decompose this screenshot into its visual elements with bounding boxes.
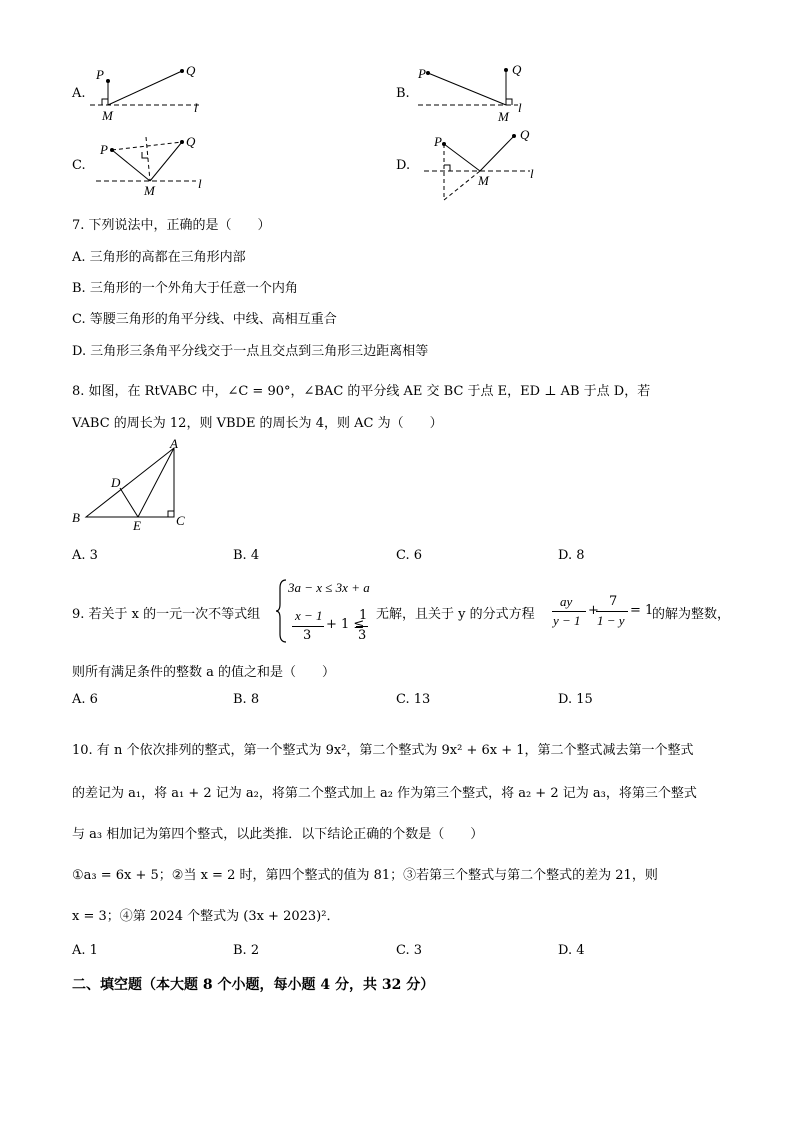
- q9-option-c: C. 13: [396, 692, 431, 707]
- q10-option-d: D. 4: [558, 943, 585, 958]
- fig-a-m: M: [102, 108, 113, 123]
- fig-c-m: M: [144, 183, 155, 198]
- q7-option-d: D. 三角形三条角平分线交于一点且交点到三角形三边距离相等: [72, 344, 429, 359]
- q8-option-a: A. 3: [72, 548, 98, 563]
- q9-f2-num: 7: [609, 594, 618, 609]
- fig-c-p: P: [100, 142, 108, 157]
- q9-eq: = 1: [630, 603, 654, 618]
- q9-brace: [276, 578, 288, 644]
- q10-line1: 10. 有 n 个依次排列的整式，第一个整式为 9x²，第二个整式为 9x² + 6x + 1，第二个整式减去第一个整式: [72, 743, 694, 758]
- q9-f1-bar: [552, 611, 586, 612]
- q6-figure-c: [90, 132, 220, 198]
- q6-figure-a: [90, 62, 220, 124]
- q9-option-b: B. 8: [233, 692, 260, 707]
- section-2-heading: 二、填空题（本大题 8 个小题，每小题 4 分，共 32 分）: [72, 977, 435, 993]
- q9-ineq2-rden: 3: [358, 628, 367, 643]
- fig-c-q: Q: [186, 134, 196, 149]
- fig-d-l: l: [530, 166, 534, 181]
- q8-option-b: B. 4: [233, 548, 260, 563]
- q10-line5: x = 3；④第 2024 个整式为 (3x + 2023)²．: [72, 909, 340, 924]
- q9-f1-num: ay: [560, 594, 573, 609]
- q9-ineq2-bar: [292, 626, 324, 627]
- q9-option-d: D. 15: [558, 692, 593, 707]
- q7-stem: 7. 下列说法中，正确的是（ ）: [72, 218, 271, 233]
- q7-option-c: C. 等腰三角形的角平分线、中线、高相互重合: [72, 312, 337, 327]
- q9-ineq2-den: 3: [303, 628, 312, 643]
- q8-option-d: D. 8: [558, 548, 585, 563]
- q9-f1-den: y − 1: [553, 613, 581, 628]
- fig-b-p: P: [418, 66, 426, 81]
- q9-option-a: A. 6: [72, 692, 98, 707]
- fig-d-m: M: [478, 173, 489, 188]
- q6-figure-b: [414, 60, 544, 124]
- q8-fig-c: C: [176, 513, 185, 528]
- q9-f2-den: 1 − y: [597, 613, 625, 628]
- q8-triangle-figure: [68, 436, 198, 536]
- fig-c-l: l: [198, 176, 202, 191]
- q9-line2: 则所有满足条件的整数 a 的值之和是（ ）: [72, 665, 336, 680]
- fig-a-q: Q: [186, 63, 196, 78]
- fig-d-p: P: [434, 134, 442, 149]
- fig-a-p: P: [96, 67, 104, 82]
- q10-option-c: C. 3: [396, 943, 423, 958]
- q10-line3: 与 a₃ 相加记为第四个整式，以此类推．以下结论正确的个数是（ ）: [72, 827, 484, 842]
- q9-suffix: 的解为整数，: [652, 607, 731, 622]
- q8-fig-e: E: [133, 518, 141, 533]
- q10-line4: ①a₃ = 6x + 5；②当 x = 2 时，第四个整式的值为 81；③若第三个整式与第二个整式的差为 21，则: [72, 868, 658, 883]
- q8-option-c: C. 6: [396, 548, 423, 563]
- fig-b-q: Q: [512, 62, 522, 77]
- q6-figure-d: [414, 126, 544, 206]
- q9-prefix: 9. 若关于 x 的一元一次不等式组: [72, 607, 261, 622]
- q10-line2: 的差记为 a₁，将 a₁ + 2 记为 a₂，将第二个整式加上 a₂ 作为第三个整式，将 a₂ + 2 记为 a₃，将第三个整式: [72, 786, 697, 801]
- q9-ineq2-num: x − 1: [295, 608, 323, 623]
- fig-a-l: l: [194, 100, 198, 115]
- q9-mid-text: 无解，且关于 y 的分式方程: [376, 607, 535, 622]
- q8-fig-b: B: [72, 510, 80, 525]
- q6-option-a-label: A.: [72, 86, 86, 101]
- q7-option-b: B. 三角形的一个外角大于任意一个内角: [72, 281, 298, 296]
- fig-d-q: Q: [520, 127, 530, 142]
- q8-stem-line2: VABC 的周长为 12，则 VBDE 的周长为 4，则 AC 为（ ）: [72, 416, 443, 431]
- q8-fig-d: D: [111, 475, 121, 490]
- q10-option-a: A. 1: [72, 943, 98, 958]
- q6-option-d-label: D.: [396, 158, 411, 173]
- q6-option-c-label: C.: [72, 158, 86, 173]
- q9-inequality-1: 3a − x ≤ 3x + a: [288, 580, 370, 595]
- q9-ineq2-rnum: 1: [359, 608, 368, 623]
- q10-option-b: B. 2: [233, 943, 260, 958]
- q9-f2-bar: [596, 611, 628, 612]
- q9-ineq2-rbar: [356, 626, 368, 627]
- q7-option-a: A. 三角形的高都在三角形内部: [72, 250, 246, 265]
- fig-b-m: M: [498, 109, 509, 124]
- q9-ineq2-mid: + 1 ≤: [326, 617, 365, 632]
- q8-fig-a: A: [170, 436, 178, 451]
- q6-option-b-label: B.: [396, 86, 410, 101]
- q9-plus: +: [588, 603, 599, 618]
- q8-stem-line1: 8. 如图，在 RtVABC 中，∠C = 90°，∠BAC 的平分线 AE 交 BC 于点 E，ED ⊥ AB 于点 D，若: [72, 384, 651, 399]
- fig-b-l: l: [518, 100, 522, 115]
